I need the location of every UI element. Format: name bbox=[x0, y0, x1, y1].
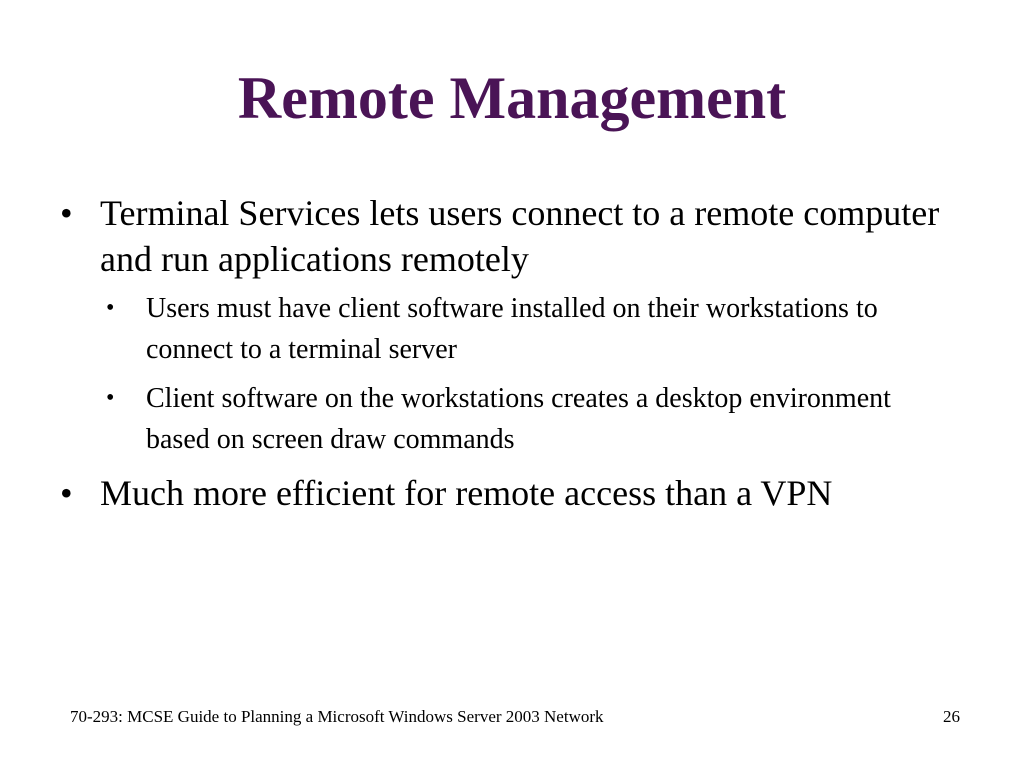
bullet-text: Terminal Services lets users connect to a remote computer and run applications remotely bbox=[100, 193, 940, 279]
bullet-icon: • bbox=[106, 385, 115, 411]
bullet-icon: • bbox=[60, 473, 73, 513]
sub-bullet-text: Client software on the workstations creates a desktop environment based on screen draw commands bbox=[146, 383, 891, 455]
bullet-icon: • bbox=[60, 193, 73, 233]
bullet-icon: • bbox=[106, 295, 115, 321]
sub-bullet-item bbox=[106, 378, 960, 460]
slide-body bbox=[60, 190, 960, 522]
sub-bullet-item bbox=[106, 288, 960, 370]
bullet-text: Much more efficient for remote access than a VPN bbox=[100, 473, 833, 513]
bullet-item bbox=[60, 190, 960, 282]
slide-title: Remote Management bbox=[237, 65, 787, 131]
footer-course-title: 70-293: MCSE Guide to Planning a Microsoft Windows Server 2003 Network bbox=[70, 707, 604, 726]
sub-bullet-text: Users must have client software installed on their workstations to connect to a terminal server bbox=[146, 293, 878, 365]
footer-page-number: 26 bbox=[943, 707, 960, 726]
sub-bullet-list bbox=[60, 288, 960, 460]
bullet-item bbox=[60, 470, 960, 516]
